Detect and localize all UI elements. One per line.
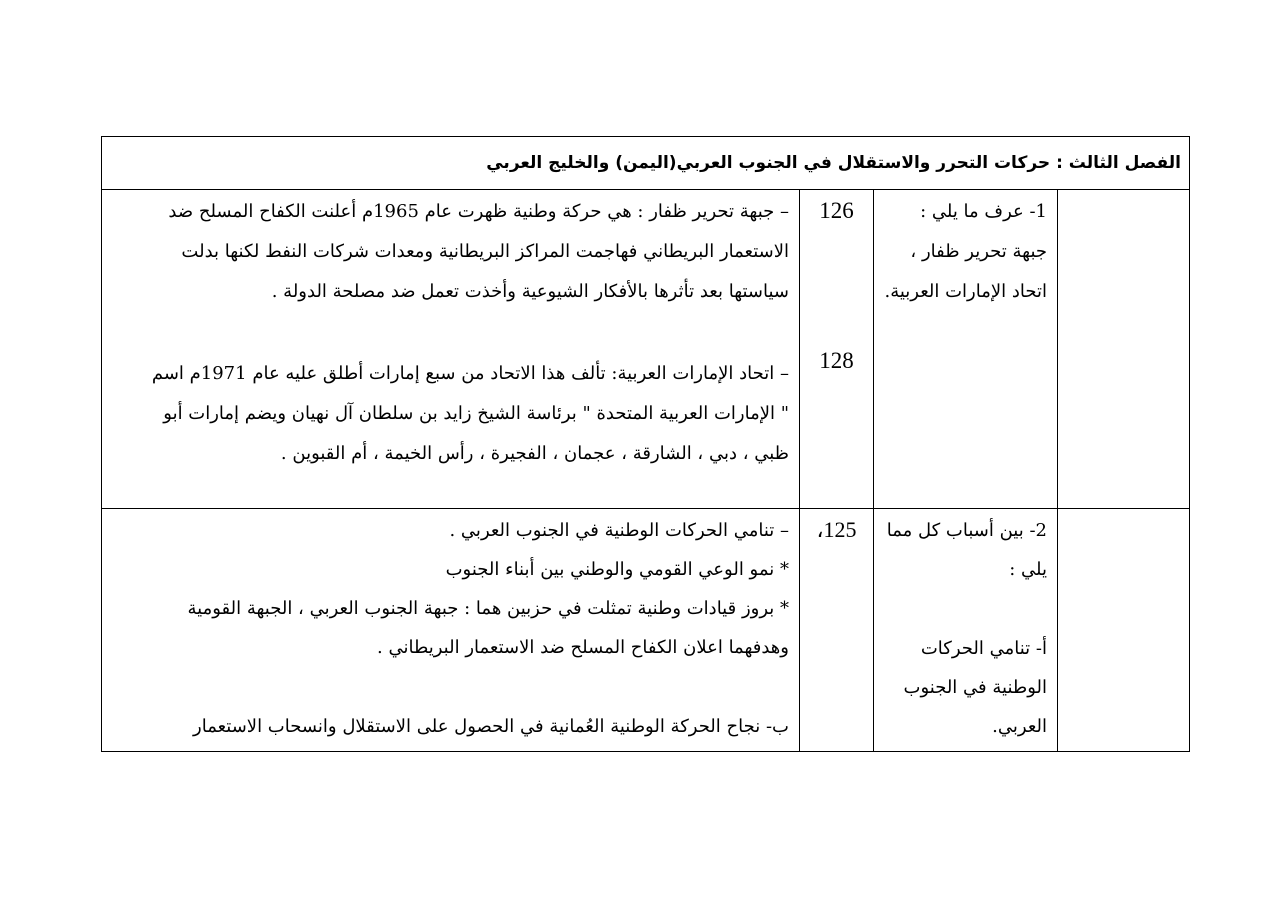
answer-spacer (110, 667, 789, 707)
answer-line: وهدفهما اعلان الكفاح المسلح ضد الاستعمار البريطاني . (377, 637, 789, 658)
answer-line: سياستها بعد تأثرها بالأفكار الشيوعية وأخذت تعمل ضد مصلحة الدولة . (271, 281, 789, 302)
question-line: العربي. (992, 716, 1047, 737)
question-line: 2- بين أسباب كل مما (886, 520, 1047, 541)
answer-line: * نمو الوعي القومي والوطني بين أبناء الجنوب (445, 559, 789, 580)
content-table (101, 136, 1190, 752)
answer-cell (102, 509, 800, 752)
answer-line: ظبي ، دبي ، الشارقة ، عجمان ، الفجيرة ، رأس الخيمة ، أم القبوين . (280, 443, 789, 464)
answer-line: " الإمارات العربية المتحدة " برئاسة الشيخ زايد بن سلطان آل نهيان ويضم إمارات أبو (163, 403, 789, 424)
answer-line: * بروز قيادات وطنية تمثلت في حزبين هما : جبهة الجنوب العربي ، الجبهة القومية (187, 598, 789, 619)
answer-line: الاستعمار البريطاني فهاجمت المراكز البريطانية ومعدات شركات النفط لكنها بدلت (181, 241, 789, 262)
page-number: 125، (816, 517, 857, 542)
chapter-header-cell (102, 137, 1190, 190)
question-line: جبهة تحرير ظفار ، (910, 241, 1047, 262)
chapter-header-row (102, 137, 1190, 190)
page-number: 126 (819, 198, 854, 223)
answer-line: – تنامي الحركات الوطنية في الجنوب العربي . (449, 520, 789, 541)
question-cell (874, 190, 1058, 509)
answer-block (102, 509, 799, 746)
answer-line: – جبهة تحرير ظفار : هي حركة وطنية ظهرت عام 1965م أعلنت الكفاح المسلح ضد (168, 201, 789, 222)
question-line: 1- عرف ما يلي : (920, 201, 1047, 222)
page-number-cell (800, 190, 874, 509)
question-line: يلي : (1009, 559, 1047, 580)
question-text (874, 509, 1057, 746)
page-number: 128 (819, 348, 854, 373)
answer-cell (102, 190, 800, 509)
answer-block (102, 352, 799, 474)
table-row (102, 509, 1190, 752)
question-line: اتحاد الإمارات العربية. (884, 281, 1047, 302)
answer-line: ب- نجاح الحركة الوطنية العُمانية في الحصول على الاستقلال وانسحاب الاستعمار (193, 716, 789, 737)
empty-cell (1058, 509, 1190, 752)
chapter-title: الفصل الثالث : حركات التحرر والاستقلال في الجنوب العربي(اليمن) والخليج العربي (486, 153, 1181, 173)
answer-block (102, 190, 799, 312)
question-spacer (884, 589, 1047, 629)
page-number-cell (800, 509, 874, 752)
question-line: أ- تنامي الحركات (920, 638, 1047, 659)
question-text (874, 190, 1057, 312)
question-line: الوطنية في الجنوب (903, 677, 1047, 698)
empty-cell (1058, 190, 1190, 509)
answer-line: – اتحاد الإمارات العربية: تألف هذا الاتحاد من سبع إمارات أطلق عليه عام 1971م اسم (151, 363, 789, 384)
table-row (102, 190, 1190, 509)
question-cell (874, 509, 1058, 752)
